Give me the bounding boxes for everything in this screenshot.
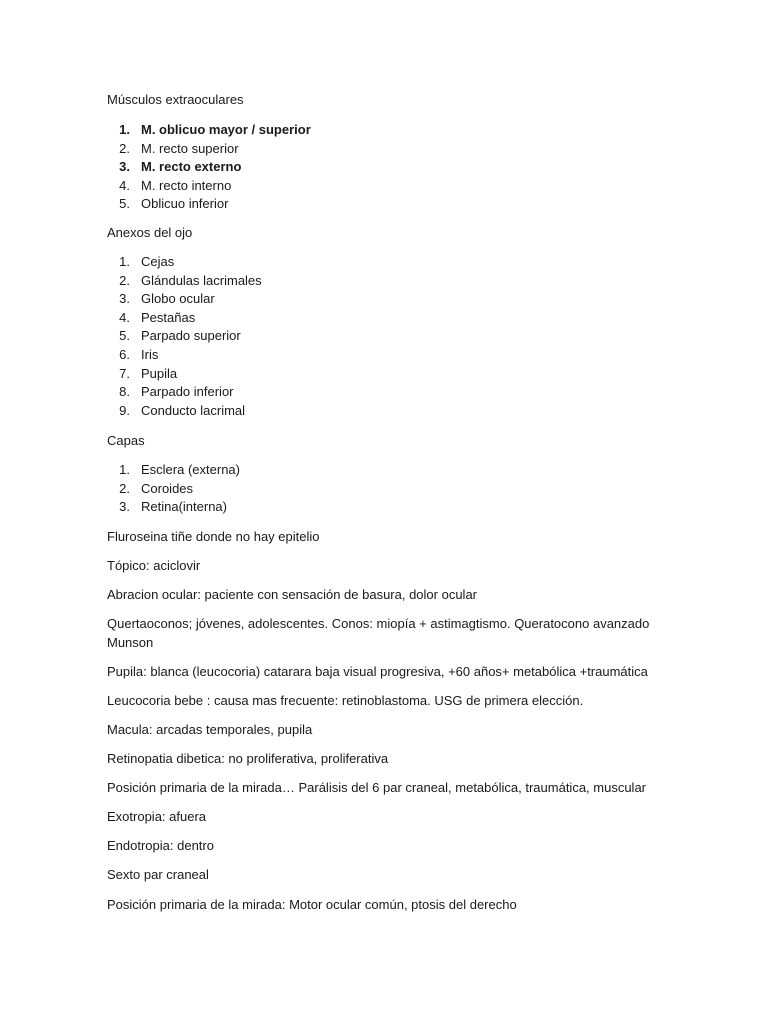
list-text: Coroides — [141, 480, 194, 496]
list-item — [107, 140, 667, 158]
note-paragraph: Posición primaria de la mirada: Motor ocular común, ptosis del derecho — [107, 897, 517, 912]
list-text: M. recto superior — [141, 140, 239, 156]
list-item — [107, 461, 667, 479]
note-paragraph: Endotropia: dentro — [107, 838, 214, 853]
list-item — [107, 346, 667, 364]
note-paragraph: Exotropia: afuera — [107, 809, 207, 824]
list-number: 6. — [119, 347, 130, 362]
list-item — [107, 195, 667, 213]
list-number: 2. — [119, 140, 130, 156]
list-item — [107, 158, 667, 176]
list-number: 3. — [119, 499, 130, 515]
note-paragraph: Macula: arcadas temporales, pupila — [107, 722, 313, 737]
list-item — [107, 290, 667, 308]
list-number: 1. — [119, 462, 130, 477]
list-item — [107, 402, 667, 420]
list-number: 1. — [119, 122, 130, 137]
list-text: Globo ocular — [141, 291, 215, 307]
list-item — [107, 327, 667, 345]
list-text: Iris — [141, 347, 159, 362]
list-text: Pupila — [141, 365, 178, 381]
list-item — [107, 121, 667, 139]
list-number: 5. — [119, 196, 130, 211]
list-item — [107, 253, 667, 271]
note-paragraph: Retinopatia dibetica: no proliferativa, proliferativa — [107, 751, 389, 766]
list-text: M. recto interno — [141, 177, 232, 193]
note-paragraph: Posición primaria de la mirada… Parálisis del 6 par craneal, metabólica, traumática, muscular — [107, 780, 647, 795]
list-number: 4. — [119, 309, 130, 325]
list-item — [107, 480, 667, 498]
list-text: Oblicuo inferior — [141, 196, 229, 211]
list-text: M. oblicuo mayor / superior — [141, 122, 311, 137]
list-number: 7. — [119, 365, 130, 381]
note-paragraph: Tópico: aciclovir — [107, 558, 201, 573]
list-number: 3. — [119, 159, 130, 174]
list-number: 5. — [119, 328, 130, 344]
note-paragraph: Sexto par craneal — [107, 867, 209, 882]
list-number: 2. — [119, 272, 130, 288]
list-number: 3. — [119, 291, 130, 307]
list-item — [107, 309, 667, 327]
note-paragraph: Fluroseina tiñe donde no hay epitelio — [107, 529, 320, 544]
list-number: 4. — [119, 177, 130, 193]
list-text: Parpado superior — [141, 328, 241, 344]
note-paragraph: Quertaoconos; jóvenes, adolescentes. Conos: miopía + astimagtismo. Queratocono avanzado Munson — [107, 616, 650, 650]
list-number: 8. — [119, 384, 130, 400]
section-heading-anexos: Anexos del ojo — [107, 225, 193, 240]
section-heading-musculos: Músculos extraoculares — [107, 92, 244, 107]
list-text: Parpado inferior — [141, 384, 234, 400]
list-text: Pestañas — [141, 309, 196, 325]
list-text: M. recto externo — [141, 159, 242, 174]
list-text: Conducto lacrimal — [141, 402, 246, 418]
note-paragraph: Abracion ocular: paciente con sensación de basura, dolor ocular — [107, 587, 478, 602]
list-number: 9. — [119, 402, 130, 418]
section-heading-capas: Capas — [107, 433, 145, 448]
list-item — [107, 383, 667, 401]
list-item — [107, 365, 667, 383]
note-paragraph: Pupila: blanca (leucocoria) catarara baja visual progresiva, +60 años+ metabólica +traumática — [107, 664, 648, 679]
note-paragraph: Leucocoria bebe : causa mas frecuente: retinoblastoma. USG de primera elección. — [107, 693, 584, 708]
list-text: Esclera (externa) — [141, 462, 240, 477]
list-number: 2. — [119, 480, 130, 496]
list-item — [107, 177, 667, 195]
list-item — [107, 272, 667, 290]
list-text: Retina(interna) — [141, 499, 227, 515]
list-text: Cejas — [141, 254, 175, 269]
list-text: Glándulas lacrimales — [141, 272, 262, 288]
list-number: 1. — [119, 254, 130, 269]
list-item — [107, 498, 667, 516]
